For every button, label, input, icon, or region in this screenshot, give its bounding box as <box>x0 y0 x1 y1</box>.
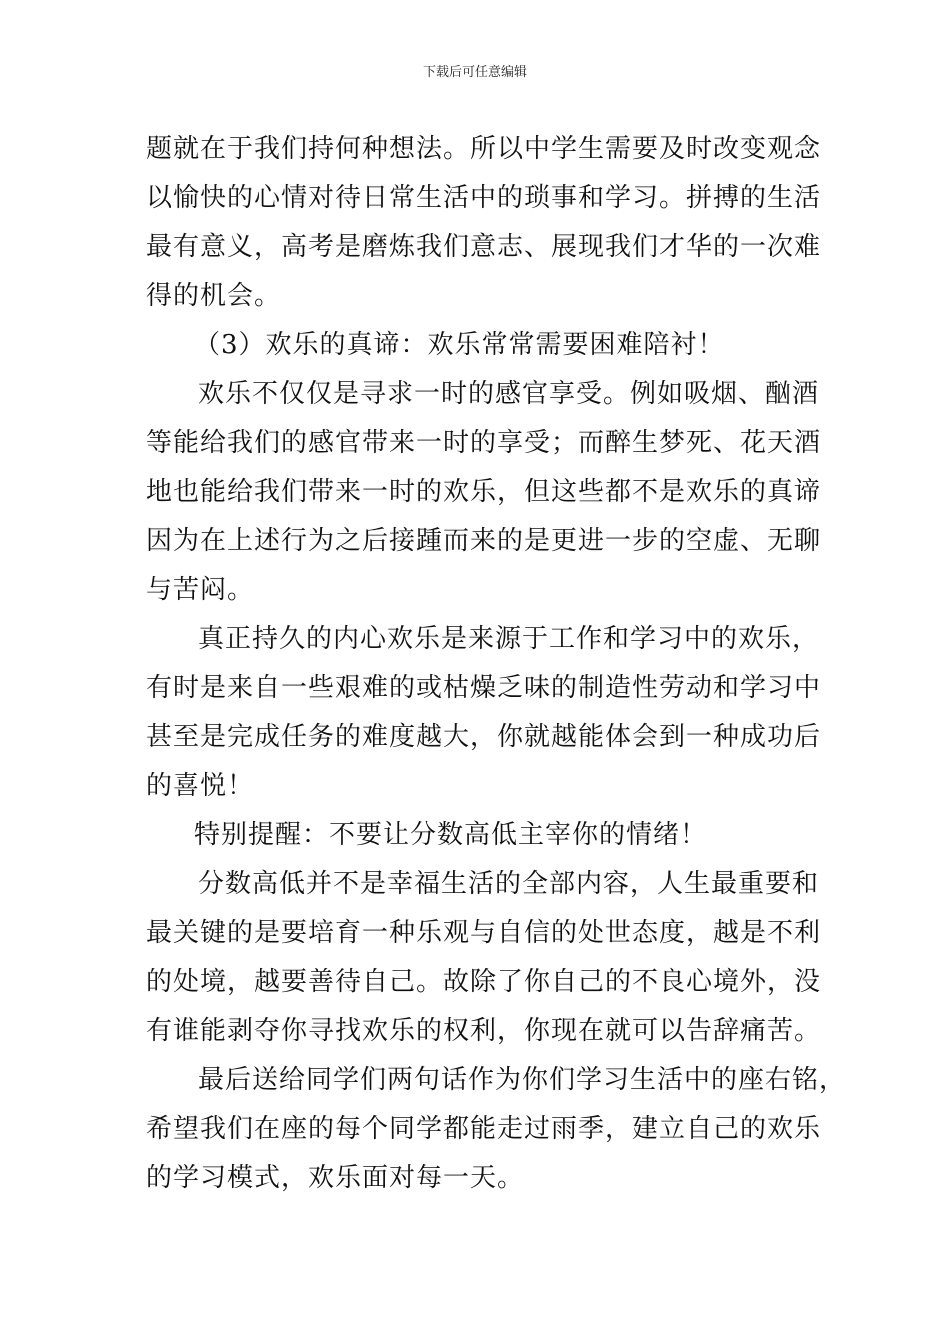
page-header: 下载后可任意编辑 <box>422 65 527 80</box>
text-line: 甚至是完成任务的难度越大，你就越能体会到一种成功后 <box>146 722 822 752</box>
text-line: 的喜悦！ <box>146 771 255 801</box>
text-line: 以愉快的心情对待日常生活中的琐事和学习。拼搏的生活 <box>146 183 822 213</box>
text-line: 欢乐不仅仅是寻求一时的感官享受。例如吸烟、酗酒 <box>198 379 820 409</box>
text-line: 最后送给同学们两句话作为你们学习生活中的座右铭， <box>198 1065 847 1095</box>
text-line: 有时是来自一些艰难的或枯燥乏味的制造性劳动和学习中 <box>146 673 822 703</box>
text-line: 因为在上述行为之后接踵而来的是更进一步的空虚、无聊 <box>146 526 822 556</box>
text-line: 真正持久的内心欢乐是来源于工作和学习中的欢乐， <box>198 624 820 654</box>
text-line: 地也能给我们带来一时的欢乐，但这些都不是欢乐的真谛 <box>146 477 822 507</box>
text-line: 最有意义，高考是磨炼我们意志、展现我们才华的一次难 <box>146 232 822 262</box>
text-line: 的处境，越要善待自己。故除了你自己的不良心境外，没 <box>146 967 822 997</box>
text-line: 最关键的是要培育一种乐观与自信的处世态度，越是不利 <box>146 918 822 948</box>
text-line: 得的机会。 <box>146 281 282 311</box>
text-line: 的学习模式，欢乐面对每一天。 <box>146 1163 525 1193</box>
text-line: 分数高低并不是幸福生活的全部内容，人生最重要和 <box>198 869 820 899</box>
text-line: 等能给我们的感官带来一时的享受；而醉生梦死、花天酒 <box>146 428 822 458</box>
text-line: 有谁能剥夺你寻找欢乐的权利，你现在就可以告辞痛苦。 <box>146 1016 822 1046</box>
text-line: 希望我们在座的每个同学都能走过雨季，建立自己的欢乐 <box>146 1114 822 1144</box>
reminder-heading: 特别提醒：不要让分数高低主宰你的情绪！ <box>194 820 708 850</box>
text-line: 与苦闷。 <box>146 575 255 605</box>
text-line: 题就在于我们持何种想法。所以中学生需要及时改变观念 <box>146 134 822 164</box>
document-body <box>146 125 847 1203</box>
section-heading: （3）欢乐的真谛：欢乐常常需要困难陪衬！ <box>194 330 725 360</box>
